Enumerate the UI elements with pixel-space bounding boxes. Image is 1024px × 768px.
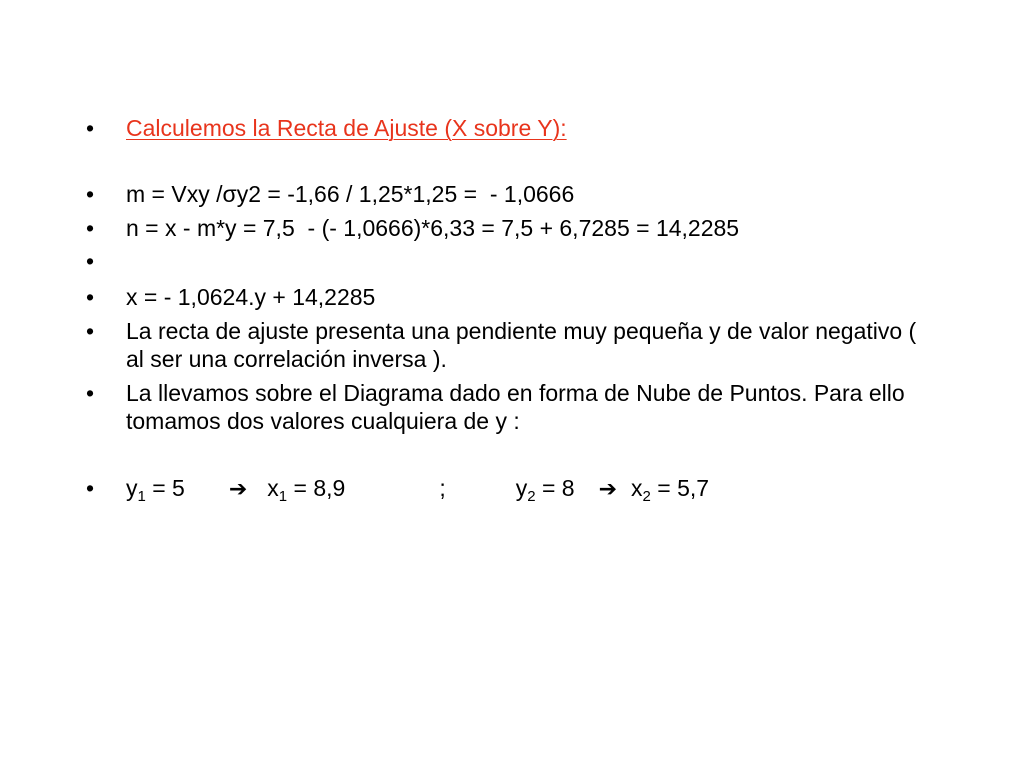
y2-value: = 8	[535, 475, 575, 501]
bullet: •	[86, 380, 95, 406]
separator: ;	[439, 475, 446, 501]
y2-variable: y	[515, 475, 528, 501]
intercept-formula: n = x - m*y = 7,5 - (- 1,0666)*6,33 = 7,5 + 6,7285 = 14,2285	[126, 215, 740, 241]
x2-value: = 5,7	[650, 475, 710, 501]
x2-variable: x	[631, 475, 643, 501]
bullet: •	[86, 475, 95, 501]
bullet: •	[86, 284, 95, 310]
bullet: •	[86, 248, 95, 274]
right-arrow-icon: ➔	[598, 477, 618, 502]
y1-subscript: 1	[137, 488, 146, 505]
bullet: •	[86, 318, 95, 344]
regression-equation: x = - 1,0624.y + 14,2285	[126, 284, 376, 310]
y1-variable: y	[126, 475, 138, 501]
plot-note-text: La llevamos sobre el Diagrama dado en forma de Nube de Puntos. Para ello tomamos dos valores cualquiera de y :	[126, 380, 905, 434]
x2-subscript: 2	[642, 488, 651, 505]
x1-value: = 8,9	[287, 475, 346, 501]
slide-title: Calculemos la Recta de Ajuste (X sobre Y):	[126, 115, 567, 141]
x1-variable: x	[267, 475, 279, 501]
points-row	[86, 474, 946, 586]
bullet: •	[86, 215, 95, 241]
y1-value: = 5	[145, 475, 185, 501]
y2-subscript: 2	[527, 488, 536, 505]
bullet: •	[86, 181, 95, 207]
points-line	[126, 474, 709, 504]
interpretation-text: La recta de ajuste presenta una pendiente muy pequeña y de valor negativo ( al ser una correlación inversa ).	[126, 318, 917, 372]
slope-formula: m = Vxy /σy2 = -1,66 / 1,25*1,25 = - 1,0666	[126, 181, 575, 207]
x1-subscript: 1	[278, 488, 288, 505]
right-arrow-icon: ➔	[228, 477, 248, 502]
bullet: •	[86, 115, 95, 141]
